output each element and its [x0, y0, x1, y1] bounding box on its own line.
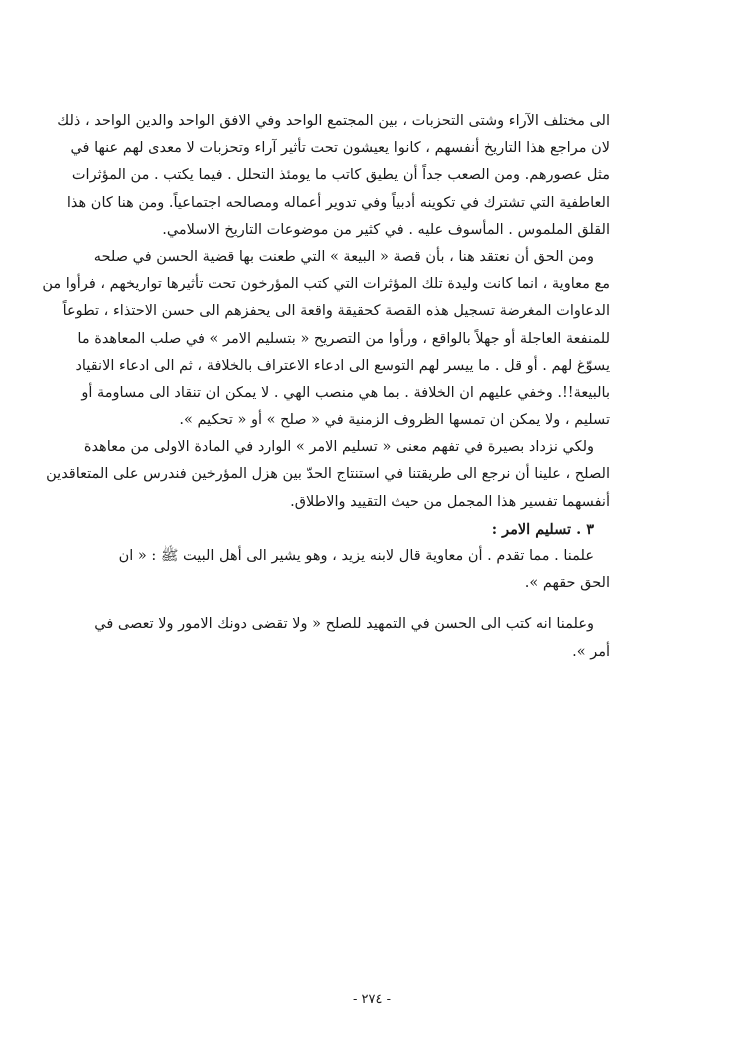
text-line: بالبيعة!!. وخفي عليهم ان الخلافة . بما هي منصب الهي . لا يمكن ان تنقاد الى مساومة أو: [81, 384, 610, 401]
text-line: العاطفية التي تشترك في تكوينه أدبياً وفي تدوير أعماله ومصالحه اجتماعياً. ومن هنا كان هذا: [66, 194, 610, 211]
text-line: الى مختلف الآراء وشتى التحزبات ، بين المجتمع الواحد وفي الافق الواحد والدين الواحد ، ذلك: [57, 113, 610, 129]
section-heading: ٣ . تسليم الامر :: [491, 520, 594, 538]
text-line: لان مراجع هذا التاريخ أنفسهم ، كانوا يعيشون تحت تأثير آراء وتحزبات لا معدى لهم عنها في: [70, 140, 610, 157]
text-line: مثل عصورهم. ومن الصعب جداً أن يطيق كاتب ما يومئذ التحلل . فيما يكتب . من المؤثرات: [71, 167, 610, 184]
paragraph-gap: [132, 597, 610, 611]
text-line: ولكي نزداد بصيرة في تفهم معنى « تسليم الامر » الوارد في المادة الاولى من معاهدة: [83, 439, 594, 456]
text-line: وعلمنا انه كتب الى الحسن في التمهيد للصلح « ولا تقضى دونك الامور ولا تعصى في: [94, 616, 594, 633]
text-line: للمنفعة العاجلة أو جهلاً بالواقع ، ورأوا من التصريح « بتسليم الامر » في صلب المعاهدة ما: [77, 330, 610, 347]
paragraph: [118, 543, 610, 597]
text-line: الحق حقهم ».: [524, 575, 610, 592]
paragraph: [94, 611, 610, 665]
text-line: أمر ».: [572, 643, 610, 660]
text-line: أنفسهما تفسير هذا المجمل من حيث التقييد والاطلاق.: [290, 493, 610, 510]
text-line: الدعاوات المغرضة تسجيل هذه القصة كحقيقة واقعة الى يحفزهم الى حسن الاحتذاء ، تطوعاً: [62, 303, 610, 320]
text-line: تسليم ، ولا يمكن ان تمسها الظروف الزمنية في « صلح » أو « تحكيم ».: [179, 412, 610, 429]
text-line: مع معاوية ، انما كانت وليدة تلك المؤثرات التي كتب المؤرخون تحت تأثيرها تواريخهم ، فرأوا من: [42, 276, 610, 293]
paragraph: [42, 244, 610, 434]
text-line: علمنا . مما تقدم . أن معاوية قال لابنه يزيد ، وهو يشير الى أهل البيت ﷺ : « ان: [118, 548, 594, 564]
text-line: يسوّغ لهم . أو قل . ما ييسر لهم التوسع الى ادعاء الاعتراف بالخلافة ، ثم الى ادعاء الانقياد: [75, 357, 610, 374]
text-line: الصلح ، علينا أن نرجع الى طريقتنا في استنتاج الحدّ بين هزل المؤرخين فندرس على المتعاقدين: [46, 466, 610, 483]
page-body: [42, 108, 610, 666]
text-line: القلق الملموس . المأسوف عليه . في كثير من موضوعات التاريخ الاسلامي.: [162, 221, 610, 238]
paragraph: [57, 108, 610, 244]
page-number: - ٢٧٤ -: [352, 992, 391, 1007]
paragraph: [46, 434, 610, 516]
text-line: ومن الحق أن نعتقد هنا ، بأن قصة « البيعة » التي طعنت بها قضية الحسن في صلحه: [93, 248, 594, 265]
